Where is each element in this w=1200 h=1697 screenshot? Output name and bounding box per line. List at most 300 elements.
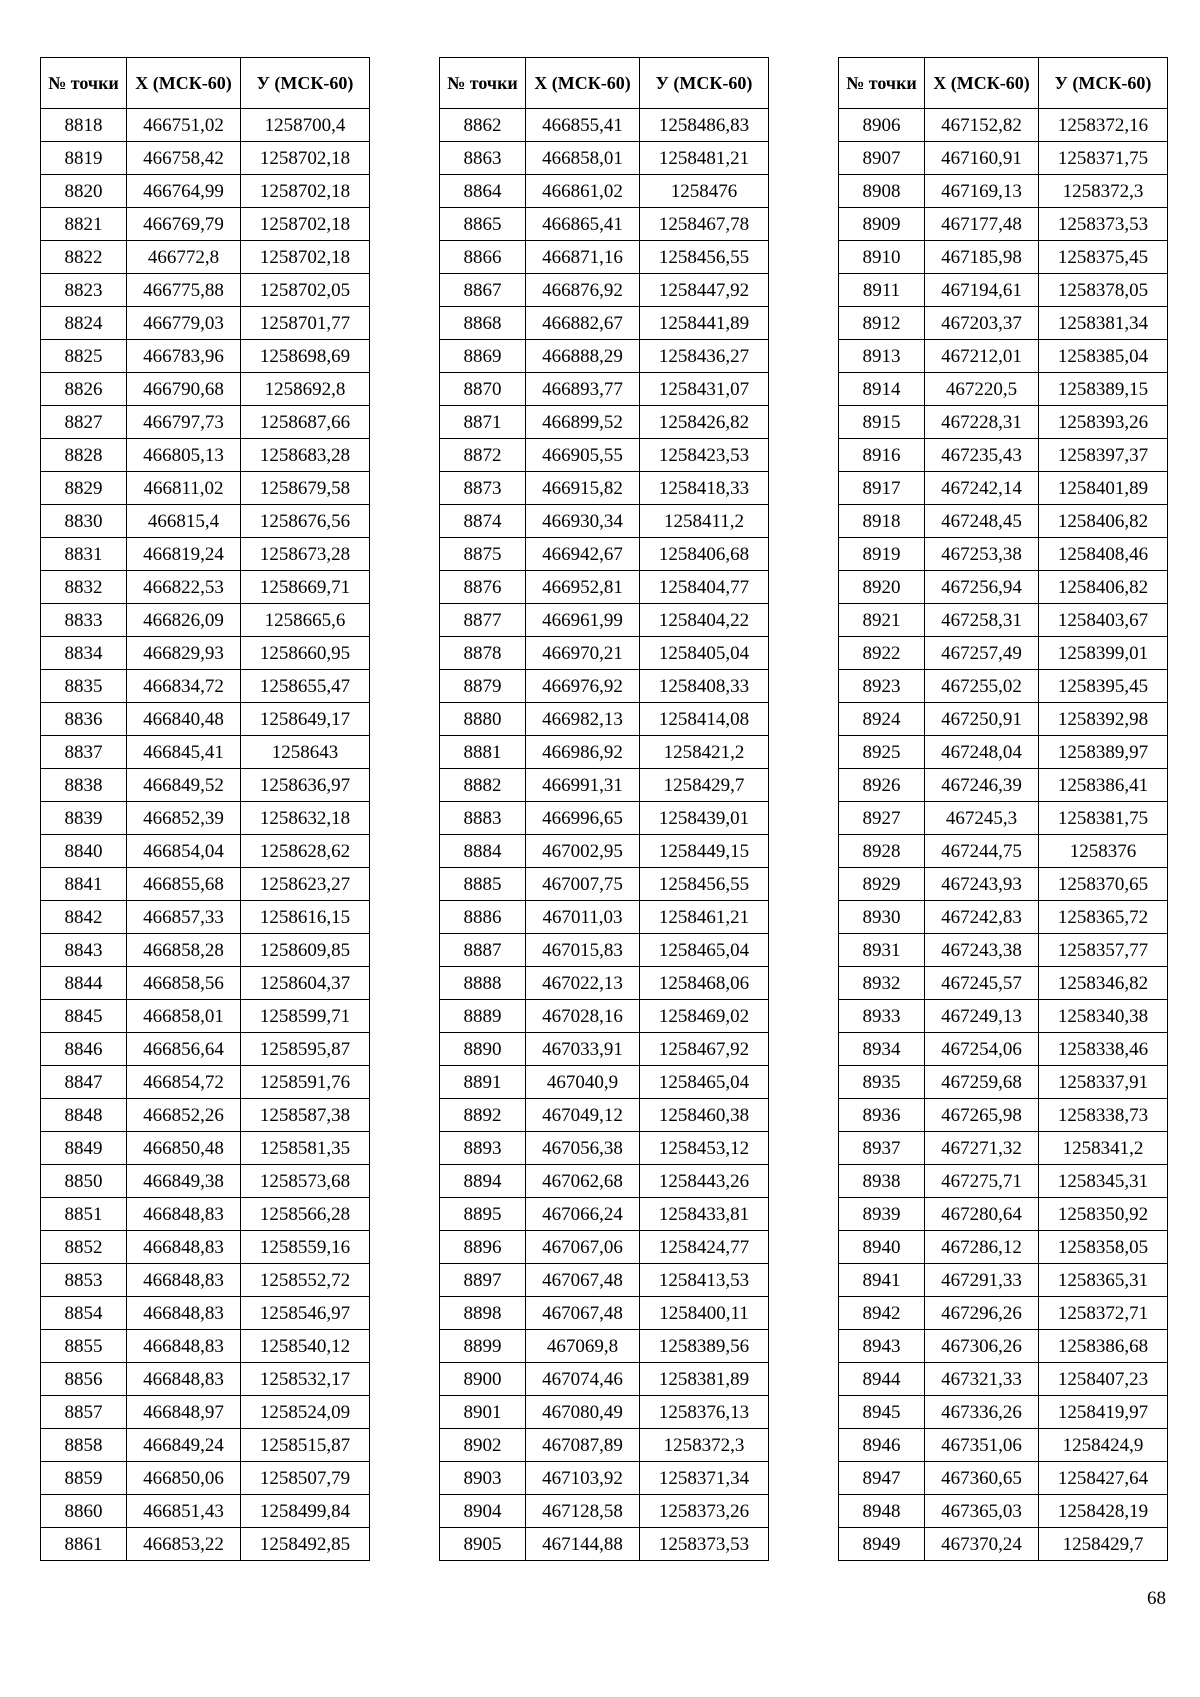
point-number-cell: 8823 (41, 274, 127, 307)
point-number-cell: 8913 (839, 340, 925, 373)
point-number-cell: 8933 (839, 1000, 925, 1033)
x-coordinate-cell: 467015,83 (526, 934, 640, 967)
y-coordinate-cell: 1258338,46 (1039, 1033, 1168, 1066)
header-y-coordinate: У (МСК-60) (241, 58, 370, 109)
y-coordinate-cell: 1258604,37 (241, 967, 370, 1000)
point-number-cell: 8838 (41, 769, 127, 802)
x-coordinate-cell: 466858,56 (127, 967, 241, 1000)
point-number-cell: 8853 (41, 1264, 127, 1297)
table-header-row (440, 58, 769, 109)
point-number-cell: 8867 (440, 274, 526, 307)
y-coordinate-cell: 1258421,2 (640, 736, 769, 769)
point-number-cell: 8915 (839, 406, 925, 439)
table-row (440, 472, 769, 505)
point-number-cell: 8835 (41, 670, 127, 703)
y-coordinate-cell: 1258345,31 (1039, 1165, 1168, 1198)
x-coordinate-cell: 466826,09 (127, 604, 241, 637)
x-coordinate-cell: 466857,33 (127, 901, 241, 934)
point-number-cell: 8949 (839, 1528, 925, 1561)
point-number-cell: 8937 (839, 1132, 925, 1165)
x-coordinate-cell: 466882,67 (526, 307, 640, 340)
y-coordinate-cell: 1258427,64 (1039, 1462, 1168, 1495)
point-number-cell: 8901 (440, 1396, 526, 1429)
table-row (839, 835, 1168, 868)
table-row (839, 703, 1168, 736)
x-coordinate-cell: 467067,48 (526, 1264, 640, 1297)
table-row (839, 1231, 1168, 1264)
table-row (440, 670, 769, 703)
x-coordinate-cell: 466769,79 (127, 208, 241, 241)
point-number-cell: 8921 (839, 604, 925, 637)
y-coordinate-cell: 1258676,56 (241, 505, 370, 538)
header-x-coordinate: Х (МСК-60) (925, 58, 1039, 109)
table-row (41, 571, 370, 604)
table-row (839, 142, 1168, 175)
point-number-cell: 8859 (41, 1462, 127, 1495)
x-coordinate-cell: 467011,03 (526, 901, 640, 934)
point-number-cell: 8916 (839, 439, 925, 472)
point-number-cell: 8841 (41, 868, 127, 901)
header-y-coordinate: У (МСК-60) (1039, 58, 1168, 109)
table-row (440, 571, 769, 604)
point-number-cell: 8854 (41, 1297, 127, 1330)
point-number-cell: 8829 (41, 472, 127, 505)
point-number-cell: 8930 (839, 901, 925, 934)
y-coordinate-cell: 1258467,92 (640, 1033, 769, 1066)
table-row (839, 1297, 1168, 1330)
x-coordinate-cell: 466930,34 (526, 505, 640, 538)
x-coordinate-cell: 466996,65 (526, 802, 640, 835)
table-row (440, 901, 769, 934)
x-coordinate-cell: 466815,4 (127, 505, 241, 538)
table-row (440, 967, 769, 1000)
y-coordinate-cell: 1258371,34 (640, 1462, 769, 1495)
y-coordinate-cell: 1258395,45 (1039, 670, 1168, 703)
table-row (440, 769, 769, 802)
y-coordinate-cell: 1258552,72 (241, 1264, 370, 1297)
x-coordinate-cell: 467249,13 (925, 1000, 1039, 1033)
point-number-cell: 8860 (41, 1495, 127, 1528)
table-row (440, 835, 769, 868)
y-coordinate-cell: 1258393,26 (1039, 406, 1168, 439)
y-coordinate-cell: 1258338,73 (1039, 1099, 1168, 1132)
x-coordinate-cell: 466888,29 (526, 340, 640, 373)
table-row (41, 109, 370, 142)
point-number-cell: 8872 (440, 439, 526, 472)
point-number-cell: 8887 (440, 934, 526, 967)
point-number-cell: 8897 (440, 1264, 526, 1297)
x-coordinate-cell: 466848,83 (127, 1297, 241, 1330)
point-number-cell: 8905 (440, 1528, 526, 1561)
table-row (41, 406, 370, 439)
x-coordinate-cell: 467033,91 (526, 1033, 640, 1066)
table-row (41, 1099, 370, 1132)
table-row (41, 142, 370, 175)
table-row (839, 934, 1168, 967)
table-row (41, 1330, 370, 1363)
point-number-cell: 8925 (839, 736, 925, 769)
y-coordinate-cell: 1258399,01 (1039, 637, 1168, 670)
point-number-cell: 8922 (839, 637, 925, 670)
y-coordinate-cell: 1258616,15 (241, 901, 370, 934)
y-coordinate-cell: 1258481,21 (640, 142, 769, 175)
x-coordinate-cell: 466764,99 (127, 175, 241, 208)
y-coordinate-cell: 1258381,34 (1039, 307, 1168, 340)
table-row (440, 208, 769, 241)
x-coordinate-cell: 467049,12 (526, 1099, 640, 1132)
point-number-cell: 8918 (839, 505, 925, 538)
x-coordinate-cell: 467177,48 (925, 208, 1039, 241)
table-row (41, 1528, 370, 1561)
point-number-cell: 8827 (41, 406, 127, 439)
y-coordinate-cell: 1258573,68 (241, 1165, 370, 1198)
table-row (41, 901, 370, 934)
table-row (440, 1429, 769, 1462)
y-coordinate-cell: 1258406,82 (1039, 505, 1168, 538)
table-row (839, 1429, 1168, 1462)
table-row (440, 868, 769, 901)
table-row (41, 1462, 370, 1495)
x-coordinate-cell: 466829,93 (127, 637, 241, 670)
table-row (440, 109, 769, 142)
x-coordinate-cell: 466858,28 (127, 934, 241, 967)
y-coordinate-cell: 1258389,56 (640, 1330, 769, 1363)
point-number-cell: 8911 (839, 274, 925, 307)
y-coordinate-cell: 1258346,82 (1039, 967, 1168, 1000)
x-coordinate-cell: 467194,61 (925, 274, 1039, 307)
point-number-cell: 8934 (839, 1033, 925, 1066)
point-number-cell: 8908 (839, 175, 925, 208)
point-number-cell: 8924 (839, 703, 925, 736)
point-number-cell: 8935 (839, 1066, 925, 1099)
y-coordinate-cell: 1258665,6 (241, 604, 370, 637)
table-row (440, 1297, 769, 1330)
y-coordinate-cell: 1258426,82 (640, 406, 769, 439)
table-row (839, 241, 1168, 274)
x-coordinate-cell: 467255,02 (925, 670, 1039, 703)
header-y-coordinate: У (МСК-60) (640, 58, 769, 109)
x-coordinate-cell: 466854,04 (127, 835, 241, 868)
y-coordinate-cell: 1258524,09 (241, 1396, 370, 1429)
point-number-cell: 8845 (41, 1000, 127, 1033)
y-coordinate-cell: 1258358,05 (1039, 1231, 1168, 1264)
point-number-cell: 8857 (41, 1396, 127, 1429)
point-number-cell: 8880 (440, 703, 526, 736)
table-row (440, 1033, 769, 1066)
x-coordinate-cell: 467243,93 (925, 868, 1039, 901)
x-coordinate-cell: 466899,52 (526, 406, 640, 439)
y-coordinate-cell: 1258378,05 (1039, 274, 1168, 307)
y-coordinate-cell: 1258507,79 (241, 1462, 370, 1495)
point-number-cell: 8877 (440, 604, 526, 637)
coordinates-table-3 (838, 57, 1168, 1561)
table-row (839, 1396, 1168, 1429)
y-coordinate-cell: 1258453,12 (640, 1132, 769, 1165)
table-row (41, 967, 370, 1000)
table-row (440, 241, 769, 274)
x-coordinate-cell: 467160,91 (925, 142, 1039, 175)
point-number-cell: 8869 (440, 340, 526, 373)
table-row (41, 1132, 370, 1165)
point-number-cell: 8906 (839, 109, 925, 142)
y-coordinate-cell: 1258389,15 (1039, 373, 1168, 406)
table-row (41, 637, 370, 670)
point-number-cell: 8943 (839, 1330, 925, 1363)
y-coordinate-cell: 1258429,7 (1039, 1528, 1168, 1561)
x-coordinate-cell: 467069,8 (526, 1330, 640, 1363)
point-number-cell: 8890 (440, 1033, 526, 1066)
point-number-cell: 8884 (440, 835, 526, 868)
table-row (41, 1231, 370, 1264)
x-coordinate-cell: 466858,01 (526, 142, 640, 175)
coordinates-table-2 (439, 57, 769, 1561)
y-coordinate-cell: 1258386,68 (1039, 1330, 1168, 1363)
x-coordinate-cell: 466848,83 (127, 1231, 241, 1264)
table-row (41, 1264, 370, 1297)
x-coordinate-cell: 467254,06 (925, 1033, 1039, 1066)
y-coordinate-cell: 1258401,89 (1039, 472, 1168, 505)
x-coordinate-cell: 466982,13 (526, 703, 640, 736)
y-coordinate-cell: 1258515,87 (241, 1429, 370, 1462)
table-row (440, 637, 769, 670)
point-number-cell: 8881 (440, 736, 526, 769)
table-row (839, 1363, 1168, 1396)
x-coordinate-cell: 466850,06 (127, 1462, 241, 1495)
point-number-cell: 8830 (41, 505, 127, 538)
point-number-cell: 8895 (440, 1198, 526, 1231)
y-coordinate-cell: 1258540,12 (241, 1330, 370, 1363)
y-coordinate-cell: 1258687,66 (241, 406, 370, 439)
x-coordinate-cell: 466986,92 (526, 736, 640, 769)
y-coordinate-cell: 1258340,38 (1039, 1000, 1168, 1033)
y-coordinate-cell: 1258591,76 (241, 1066, 370, 1099)
point-number-cell: 8871 (440, 406, 526, 439)
x-coordinate-cell: 467067,48 (526, 1297, 640, 1330)
x-coordinate-cell: 466783,96 (127, 340, 241, 373)
point-number-cell: 8878 (440, 637, 526, 670)
point-number-cell: 8839 (41, 802, 127, 835)
x-coordinate-cell: 467040,9 (526, 1066, 640, 1099)
point-number-cell: 8902 (440, 1429, 526, 1462)
table-row (41, 703, 370, 736)
y-coordinate-cell: 1258449,15 (640, 835, 769, 868)
table-row (839, 1132, 1168, 1165)
x-coordinate-cell: 467256,94 (925, 571, 1039, 604)
table-row (41, 1033, 370, 1066)
x-coordinate-cell: 467103,92 (526, 1462, 640, 1495)
x-coordinate-cell: 467245,57 (925, 967, 1039, 1000)
table-row (839, 505, 1168, 538)
table-row (440, 604, 769, 637)
table-row (839, 1330, 1168, 1363)
point-number-cell: 8847 (41, 1066, 127, 1099)
y-coordinate-cell: 1258406,68 (640, 538, 769, 571)
y-coordinate-cell: 1258702,18 (241, 241, 370, 274)
x-coordinate-cell: 467275,71 (925, 1165, 1039, 1198)
y-coordinate-cell: 1258701,77 (241, 307, 370, 340)
x-coordinate-cell: 466852,26 (127, 1099, 241, 1132)
y-coordinate-cell: 1258372,3 (640, 1429, 769, 1462)
table-row (839, 175, 1168, 208)
table-row (440, 736, 769, 769)
table-row (41, 1429, 370, 1462)
table-row (440, 1363, 769, 1396)
y-coordinate-cell: 1258692,8 (241, 373, 370, 406)
table-row (41, 472, 370, 505)
table-header-row (41, 58, 370, 109)
point-number-cell: 8868 (440, 307, 526, 340)
point-number-cell: 8944 (839, 1363, 925, 1396)
x-coordinate-cell: 466961,99 (526, 604, 640, 637)
y-coordinate-cell: 1258465,04 (640, 934, 769, 967)
table-row (440, 142, 769, 175)
x-coordinate-cell: 467246,39 (925, 769, 1039, 802)
table-row (440, 307, 769, 340)
point-number-cell: 8833 (41, 604, 127, 637)
y-coordinate-cell: 1258673,28 (241, 538, 370, 571)
table-row (839, 868, 1168, 901)
y-coordinate-cell: 1258406,82 (1039, 571, 1168, 604)
x-coordinate-cell: 466834,72 (127, 670, 241, 703)
y-coordinate-cell: 1258411,2 (640, 505, 769, 538)
point-number-cell: 8904 (440, 1495, 526, 1528)
x-coordinate-cell: 467306,26 (925, 1330, 1039, 1363)
page-number: 68 (1147, 1588, 1166, 1609)
table-row (41, 1165, 370, 1198)
point-number-cell: 8820 (41, 175, 127, 208)
y-coordinate-cell: 1258623,27 (241, 868, 370, 901)
y-coordinate-cell: 1258546,97 (241, 1297, 370, 1330)
y-coordinate-cell: 1258460,38 (640, 1099, 769, 1132)
table-row (839, 1264, 1168, 1297)
y-coordinate-cell: 1258424,9 (1039, 1429, 1168, 1462)
x-coordinate-cell: 467250,91 (925, 703, 1039, 736)
x-coordinate-cell: 466855,68 (127, 868, 241, 901)
point-number-cell: 8866 (440, 241, 526, 274)
y-coordinate-cell: 1258373,53 (1039, 208, 1168, 241)
x-coordinate-cell: 467056,38 (526, 1132, 640, 1165)
x-coordinate-cell: 466991,31 (526, 769, 640, 802)
x-coordinate-cell: 466849,52 (127, 769, 241, 802)
table-row (440, 505, 769, 538)
point-number-cell: 8873 (440, 472, 526, 505)
table-row (41, 736, 370, 769)
point-number-cell: 8892 (440, 1099, 526, 1132)
y-coordinate-cell: 1258443,26 (640, 1165, 769, 1198)
table-row (440, 802, 769, 835)
x-coordinate-cell: 466855,41 (526, 109, 640, 142)
x-coordinate-cell: 466854,72 (127, 1066, 241, 1099)
x-coordinate-cell: 466805,13 (127, 439, 241, 472)
table-row (839, 1000, 1168, 1033)
y-coordinate-cell: 1258702,18 (241, 175, 370, 208)
table-row (839, 1462, 1168, 1495)
y-coordinate-cell: 1258566,28 (241, 1198, 370, 1231)
table-row (440, 1264, 769, 1297)
point-number-cell: 8862 (440, 109, 526, 142)
table-row (839, 1528, 1168, 1561)
x-coordinate-cell: 467296,26 (925, 1297, 1039, 1330)
y-coordinate-cell: 1258465,04 (640, 1066, 769, 1099)
x-coordinate-cell: 466790,68 (127, 373, 241, 406)
point-number-cell: 8882 (440, 769, 526, 802)
point-number-cell: 8843 (41, 934, 127, 967)
table-row (41, 1297, 370, 1330)
x-coordinate-cell: 466819,24 (127, 538, 241, 571)
header-x-coordinate: Х (МСК-60) (127, 58, 241, 109)
table-row (839, 769, 1168, 802)
point-number-cell: 8831 (41, 538, 127, 571)
point-number-cell: 8864 (440, 175, 526, 208)
table-row (440, 439, 769, 472)
y-coordinate-cell: 1258392,98 (1039, 703, 1168, 736)
point-number-cell: 8946 (839, 1429, 925, 1462)
y-coordinate-cell: 1258404,22 (640, 604, 769, 637)
point-number-cell: 8824 (41, 307, 127, 340)
point-number-cell: 8875 (440, 538, 526, 571)
table-row (41, 604, 370, 637)
table-row (41, 1396, 370, 1429)
table-row (440, 1396, 769, 1429)
x-coordinate-cell: 467244,75 (925, 835, 1039, 868)
y-coordinate-cell: 1258429,7 (640, 769, 769, 802)
y-coordinate-cell: 1258468,06 (640, 967, 769, 1000)
point-number-cell: 8894 (440, 1165, 526, 1198)
x-coordinate-cell: 467271,32 (925, 1132, 1039, 1165)
y-coordinate-cell: 1258373,53 (640, 1528, 769, 1561)
y-coordinate-cell: 1258405,04 (640, 637, 769, 670)
point-number-cell: 8914 (839, 373, 925, 406)
point-number-cell: 8919 (839, 538, 925, 571)
y-coordinate-cell: 1258372,3 (1039, 175, 1168, 208)
x-coordinate-cell: 466840,48 (127, 703, 241, 736)
table-row (440, 175, 769, 208)
point-number-cell: 8848 (41, 1099, 127, 1132)
header-point-number: № точки (839, 58, 925, 109)
point-number-cell: 8928 (839, 835, 925, 868)
x-coordinate-cell: 466772,8 (127, 241, 241, 274)
point-number-cell: 8886 (440, 901, 526, 934)
table-row (440, 538, 769, 571)
y-coordinate-cell: 1258456,55 (640, 241, 769, 274)
y-coordinate-cell: 1258372,71 (1039, 1297, 1168, 1330)
x-coordinate-cell: 467228,31 (925, 406, 1039, 439)
y-coordinate-cell: 1258424,77 (640, 1231, 769, 1264)
y-coordinate-cell: 1258476 (640, 175, 769, 208)
y-coordinate-cell: 1258376 (1039, 835, 1168, 868)
point-number-cell: 8945 (839, 1396, 925, 1429)
point-number-cell: 8932 (839, 967, 925, 1000)
point-number-cell: 8900 (440, 1363, 526, 1396)
table-row (41, 307, 370, 340)
y-coordinate-cell: 1258376,13 (640, 1396, 769, 1429)
y-coordinate-cell: 1258702,18 (241, 208, 370, 241)
header-x-coordinate: Х (МСК-60) (526, 58, 640, 109)
point-number-cell: 8863 (440, 142, 526, 175)
table-row (440, 1528, 769, 1561)
table-row (839, 340, 1168, 373)
table-row (839, 109, 1168, 142)
y-coordinate-cell: 1258609,85 (241, 934, 370, 967)
point-number-cell: 8821 (41, 208, 127, 241)
table-row (41, 373, 370, 406)
point-number-cell: 8858 (41, 1429, 127, 1462)
y-coordinate-cell: 1258433,81 (640, 1198, 769, 1231)
point-number-cell: 8819 (41, 142, 127, 175)
table-row (839, 406, 1168, 439)
point-number-cell: 8888 (440, 967, 526, 1000)
y-coordinate-cell: 1258408,33 (640, 670, 769, 703)
